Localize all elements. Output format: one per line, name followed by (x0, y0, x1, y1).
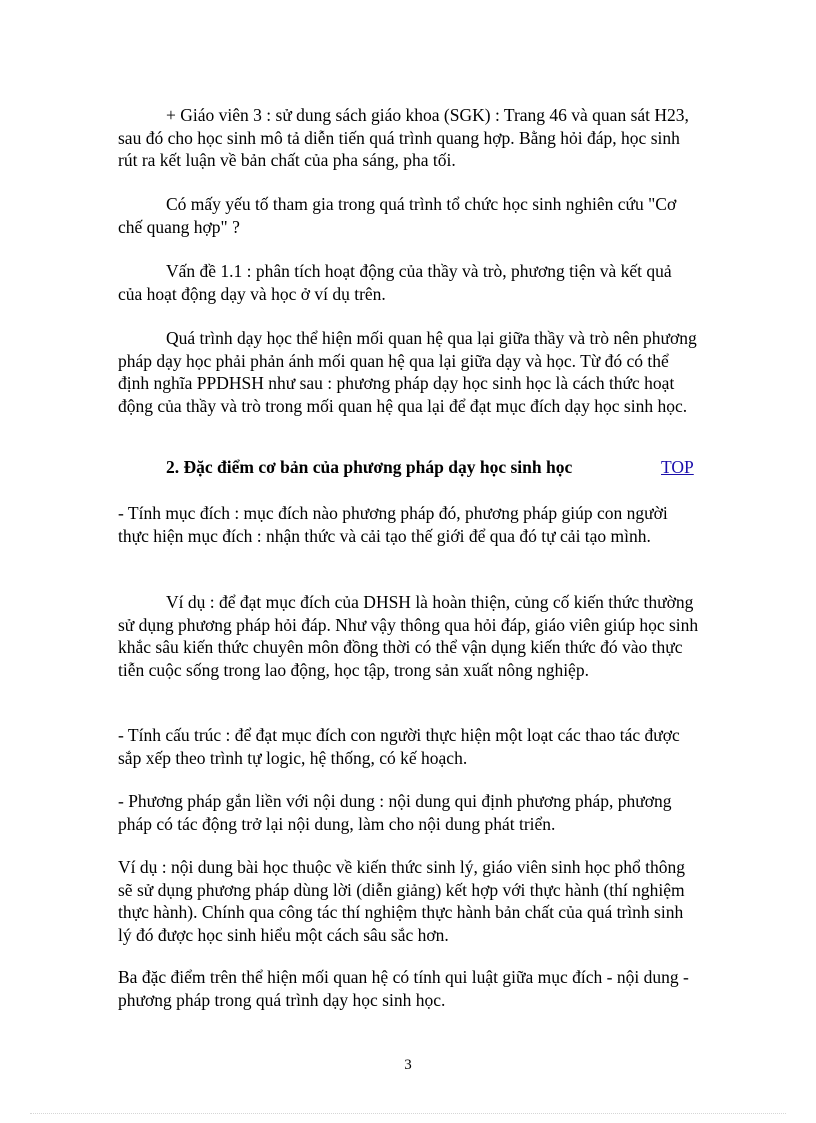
paragraph-question-factors: Có mấy yếu tố tham gia trong quá trình tổ chức học sinh nghiên cứu "Cơ chế quang hợp" ? (118, 194, 677, 237)
paragraph-structure: - Tính cấu trúc : để đạt mục đích con người thực hiện một loạt các thao tác được sắp xếp theo trình tự logic, hệ thống, có kế hoạch. (118, 725, 680, 768)
paragraph-definition: Quá trình dạy học thể hiện mối quan hệ qua lại giữa thầy và trò nên phương pháp dạy học phải phản ánh mối quan hệ qua lại giữa dạy và học. Từ đó có thể định nghĩa PPDHSH như sau : phương pháp dạy học sinh học là cách thức hoạt động của thầy và trò trong mối quan hệ qua lại để đạt mục đích dạy học sinh học. (118, 328, 697, 416)
top-link[interactable]: TOP (661, 457, 694, 477)
paragraph-example-2: Ví dụ : nội dung bài học thuộc về kiến thức sinh lý, giáo viên sinh học phổ thông sẽ sử dụng phương pháp dùng lời (diễn giảng) kết hợp với thực hành (thí nghiệm thực hành). Chính qua công tác thí nghiệm thực hành bản chất của quá trình sinh lý đó được học sinh hiểu một cách sâu sắc hơn. (118, 857, 685, 945)
paragraph-problem-1-1: Vấn đề 1.1 : phân tích hoạt động của thầy và trò, phương tiện và kết quả của hoạt động dạy và học ở ví dụ trên. (118, 261, 672, 304)
paragraph-teacher-3: + Giáo viên 3 : sử dung sách giáo khoa (SGK) : Trang 46 và quan sát H23, sau đó cho học sinh mô tả diễn tiến quá trình quang hợp. Bằng hỏi đáp, học sinh rút ra kết luận về bản chất của pha sáng, pha tối. (118, 105, 689, 170)
paragraph-example-1: Ví dụ : để đạt mục đích của DHSH là hoàn thiện, củng cố kiến thức thường sử dụng phương pháp hỏi đáp. Như vậy thông qua hỏi đáp, giáo viên giúp học sinh khắc sâu kiến thức chuyên môn đồng thời có thể vận dụng kiến thức đó vào thực tiễn cuộc sống trong lao động, học tập, trong sản xuất nông nghiệp. (118, 592, 699, 680)
page-bottom-divider (30, 1113, 786, 1114)
paragraph-method-content: - Phương pháp gắn liền với nội dung : nội dung qui định phương pháp, phương pháp có tác động trở lại nội dung, làm cho nội dung phát triển. (118, 791, 672, 834)
page-number: 3 (404, 1057, 412, 1073)
paragraph-conclusion: Ba đặc điểm trên thể hiện mối quan hệ có tính qui luật giữa mục đích - nội dung - phương pháp trong quá trình dạy học sinh học. (118, 967, 689, 1010)
section-heading: 2. Đặc điểm cơ bản của phương pháp dạy học sinh học (166, 457, 573, 477)
paragraph-purpose: - Tính mục đích : mục đích nào phương pháp đó, phương pháp giúp con người thực hiện mục đích : nhận thức và cải tạo thế giới để qua đó tự cải tạo mình. (118, 503, 668, 546)
